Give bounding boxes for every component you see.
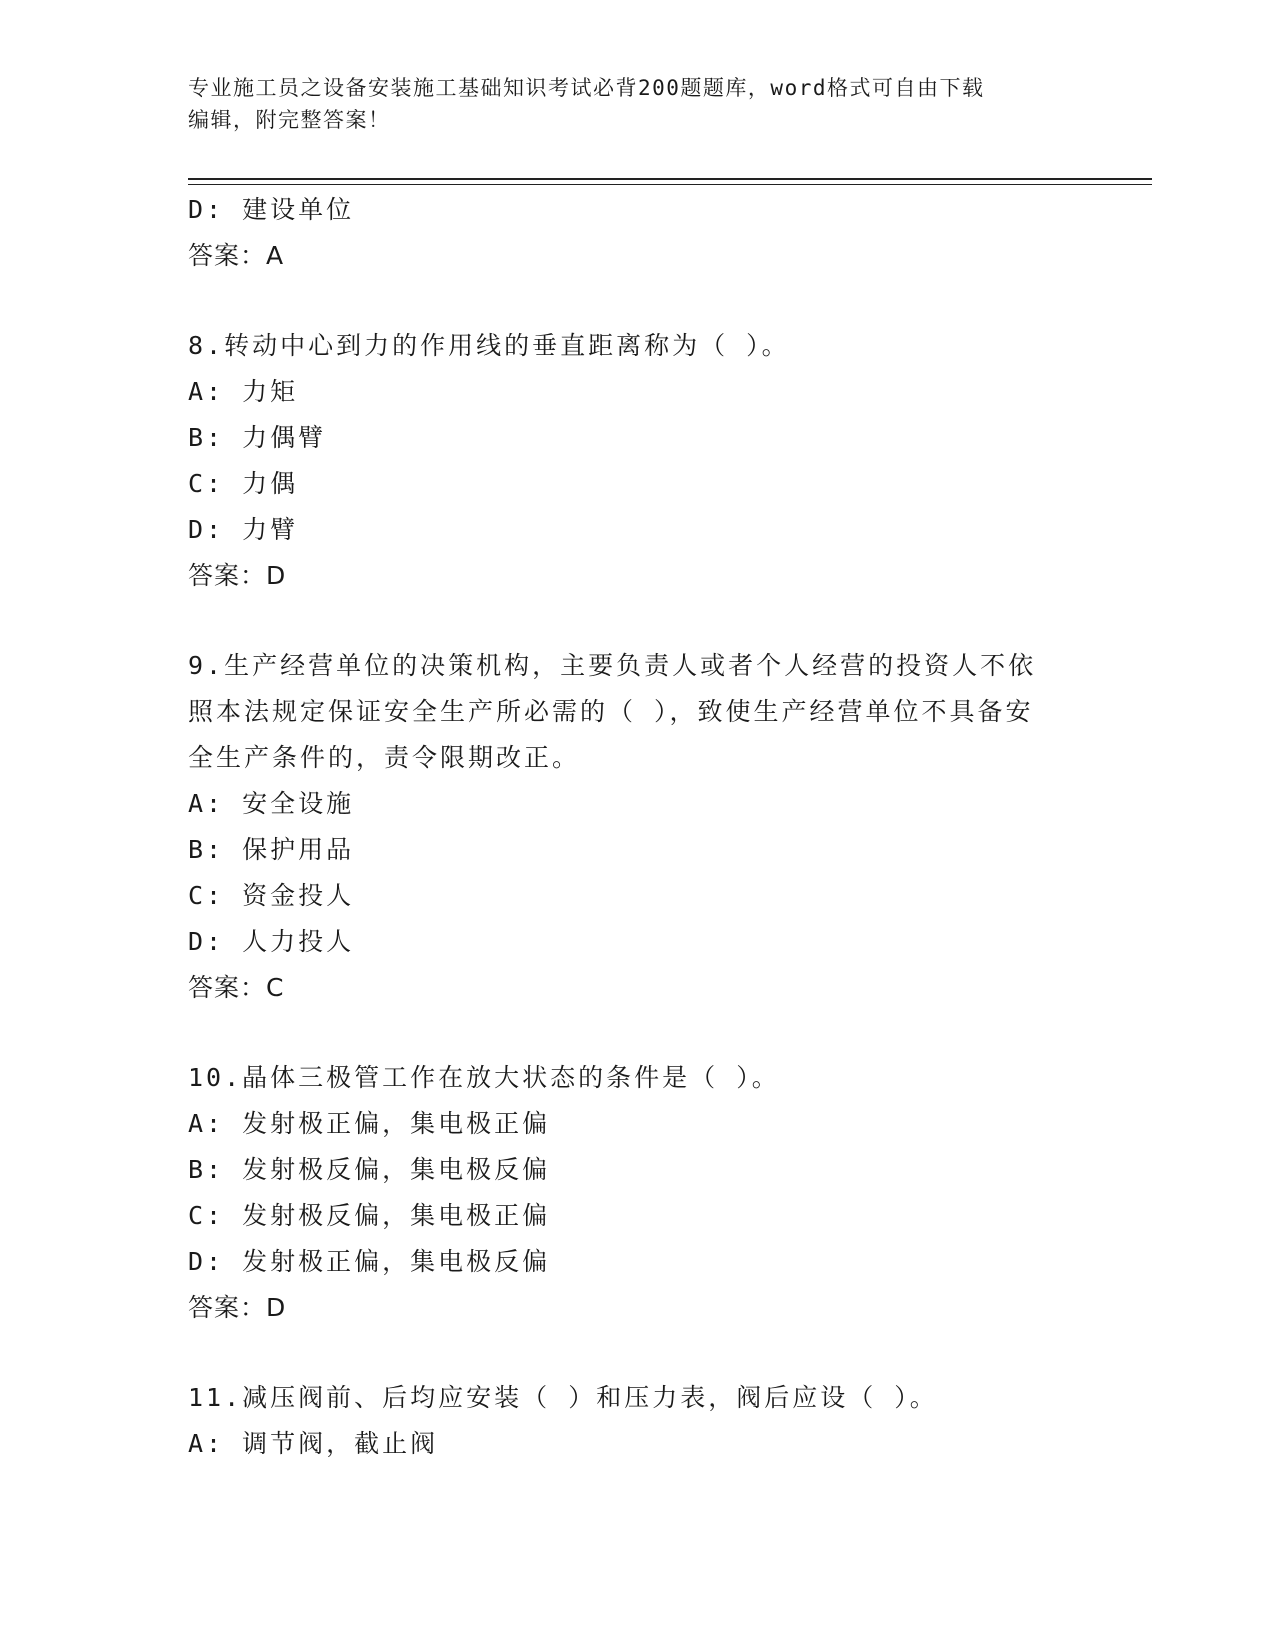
option-d: D: 力臂 bbox=[188, 515, 299, 544]
option-b: B: 力偶臂 bbox=[188, 423, 327, 452]
question-block-11 bbox=[188, 1375, 1088, 1467]
question-block-8 bbox=[188, 323, 1088, 599]
question-block-10 bbox=[188, 1055, 1088, 1331]
answer-line: 答案：C bbox=[188, 973, 285, 1002]
header-divider-thick bbox=[188, 178, 1152, 180]
option-a: A: 安全设施 bbox=[188, 789, 355, 818]
question-text: 8.转动中心到力的作用线的垂直距离称为（ ）。 bbox=[188, 331, 790, 360]
option-a: A: 调节阀，截止阀 bbox=[188, 1429, 439, 1458]
document-header bbox=[188, 72, 1068, 136]
option-b: B: 发射极反偏，集电极反偏 bbox=[188, 1155, 551, 1184]
question-text-line-1: 9.生产经营单位的决策机构，主要负责人或者个人经营的投资人不依 bbox=[188, 651, 1037, 680]
option-a: A: 发射极正偏，集电极正偏 bbox=[188, 1109, 551, 1138]
question-text-line-3: 全生产条件的，责令限期改正。 bbox=[188, 743, 581, 772]
question-text-line-2: 照本法规定保证安全生产所必需的（ ），致使生产经营单位不具备安 bbox=[188, 697, 1034, 726]
spacer bbox=[188, 599, 1088, 643]
spacer bbox=[188, 1331, 1088, 1375]
spacer bbox=[188, 279, 1088, 323]
option-c: C: 资金投人 bbox=[188, 881, 355, 910]
spacer bbox=[188, 1011, 1088, 1055]
header-divider-thin bbox=[188, 184, 1152, 185]
option-d: D: 建设单位 bbox=[188, 195, 355, 224]
header-title-line-2: 编辑，附完整答案！ bbox=[188, 108, 391, 132]
answer-line: 答案：D bbox=[188, 1293, 287, 1322]
option-c: C: 力偶 bbox=[188, 469, 299, 498]
question-block-9 bbox=[188, 643, 1088, 1011]
header-title-line-1: 专业施工员之设备安装施工基础知识考试必背200题题库，word格式可自由下载 bbox=[188, 76, 985, 100]
question-text: 11.减压阀前、后均应安装（ ）和压力表，阀后应设（ ）。 bbox=[188, 1383, 938, 1412]
question-content bbox=[188, 187, 1088, 1467]
option-c: C: 发射极反偏，集电极正偏 bbox=[188, 1201, 551, 1230]
option-d: D: 发射极正偏，集电极反偏 bbox=[188, 1247, 551, 1276]
option-a: A: 力矩 bbox=[188, 377, 299, 406]
option-b: B: 保护用品 bbox=[188, 835, 355, 864]
question-text: 10.晶体三极管工作在放大状态的条件是（ ）。 bbox=[188, 1063, 780, 1092]
answer-line: 答案：A bbox=[188, 241, 285, 270]
question-block-7-tail bbox=[188, 187, 1088, 279]
option-d: D: 人力投人 bbox=[188, 927, 355, 956]
answer-line: 答案：D bbox=[188, 561, 287, 590]
